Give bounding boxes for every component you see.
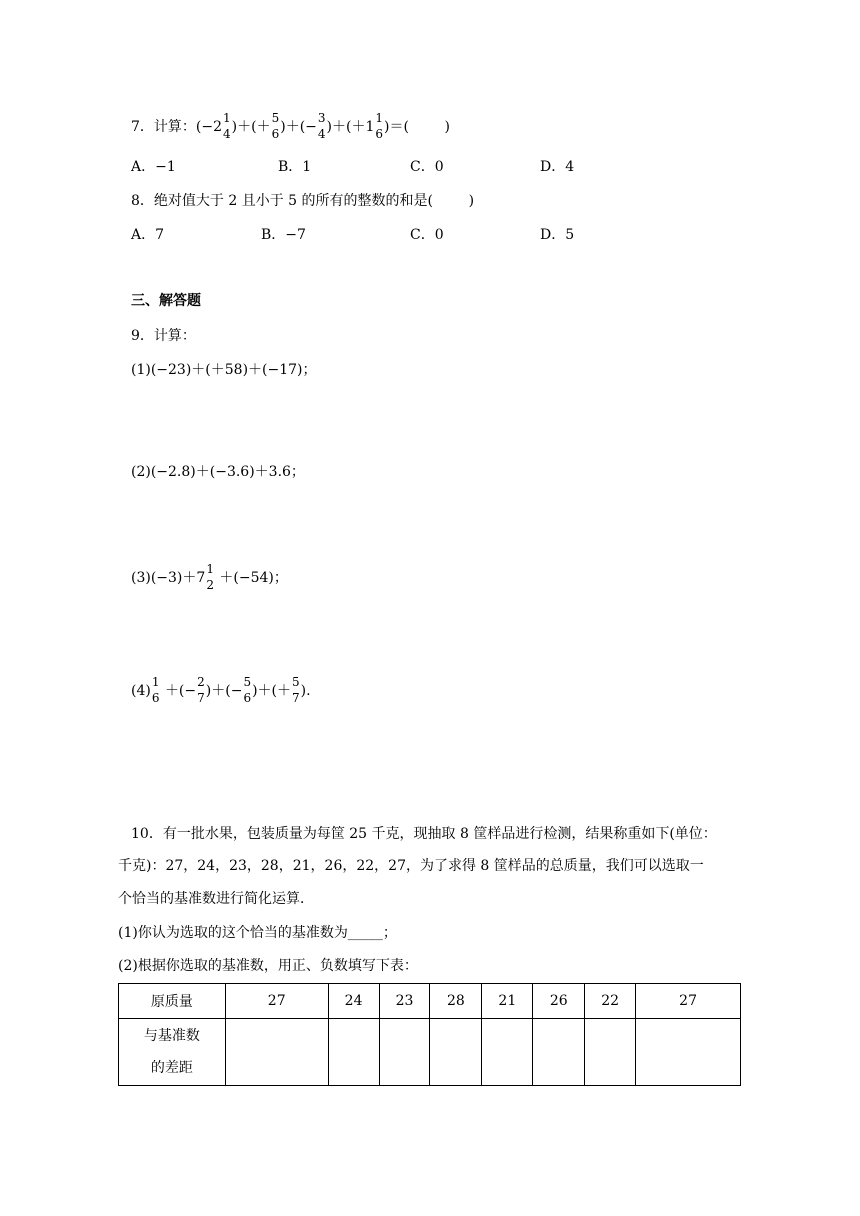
q9-part-3-suffix: ＋(−54)； [219,569,288,586]
q7-mid-3: )＋(＋1 [326,118,375,135]
q7-mid-2: )＋(− [280,118,317,135]
table-empty-cell[interactable] [225,1019,328,1086]
q7-option-d: D．4 [540,159,575,175]
q7-fraction-4: 1 6 [375,111,384,141]
q9-part-4-fraction-2: 2 7 [197,675,205,705]
q7-fraction-3: 3 4 [317,111,326,141]
q9-part-3-prefix: (3)(−3)＋7 [131,569,206,586]
q10-sub-1: (1)你认为选取的这个恰当的基准数为_____； [118,925,397,941]
q8-option-d: D．5 [540,227,575,243]
table-empty-cell[interactable] [430,1019,482,1086]
table-empty-cell[interactable] [636,1019,741,1086]
q9-part-1: (1)(−23)＋(＋58)＋(−17)； [131,362,317,378]
table-empty-cell[interactable] [533,1019,585,1086]
table-header-cell [119,1019,226,1086]
q7-option-a: A．−1 [131,159,176,175]
q9-part-3-fraction: 1 2 [206,562,214,592]
q9-part-3 [131,563,288,593]
q9-title: 9．计算： [131,328,196,344]
q8-option-c: C．0 [410,227,444,243]
q7-option-c: C．0 [410,159,444,175]
q9-part-4-fraction-4: 5 7 [292,675,300,705]
table-empty-cell[interactable] [328,1019,379,1086]
table-header-cell: 原质量 [119,984,226,1019]
q9-part-4-mid-1: ＋(− [164,682,197,699]
table-cell: 23 [379,984,430,1019]
q10-line-3: 个恰当的基准数进行简化运算． [118,891,314,907]
q9-part-4 [131,676,311,706]
q9-part-4-prefix: (4) [131,682,151,699]
table-cell: 22 [585,984,636,1019]
table-empty-cell[interactable] [482,1019,533,1086]
table-row [119,984,741,1019]
table-cell: 28 [430,984,482,1019]
q9-part-4-mid-2: )＋(− [205,682,243,699]
q7-fraction-2: 5 6 [271,111,280,141]
q9-part-2: (2)(−2.8)＋(−3.6)＋3.6； [131,464,305,480]
q7-mid-1: )＋(＋ [231,118,271,135]
q8-option-a: A．7 [131,227,165,243]
table-empty-cell[interactable] [585,1019,636,1086]
q9-part-4-fraction-1: 1 6 [151,675,160,705]
table-cell: 27 [225,984,328,1019]
q7-prefix: 7．计算：(−2 [131,118,223,135]
table-cell: 21 [482,984,533,1019]
q9-part-4-fraction-3: 5 6 [243,675,252,705]
q7-option-b: B．1 [278,159,312,175]
table-cell: 26 [533,984,585,1019]
table-empty-cell[interactable] [379,1019,430,1086]
row2-header-line-2: 的差距 [150,1060,193,1076]
q9-part-4-mid-3: )＋(＋ [252,682,292,699]
q10-line-1: 10．有一批水果，包装质量为每筐 25 千克，现抽取 8 筐样品进行检测，结果称重如下(单位： [131,826,717,842]
weight-table [118,983,741,1086]
section-title: 三、解答题 [131,293,201,309]
q8-option-b: B．−7 [261,227,306,243]
q10-sub-2: (2)根据你选取的基准数，用正、负数填写下表： [118,958,418,974]
q10-line-2: 千克)：27，24，23，28，21，26，22，27，为了求得 8 筐样品的总质量，我们可以选取一 [118,858,704,874]
table-cell: 27 [636,984,741,1019]
q7-fraction-1: 1 4 [223,111,231,141]
q9-part-4-suffix: ). [300,682,311,699]
q7-suffix: )＝( ) [384,118,451,135]
q7-line [131,112,450,142]
table-cell: 24 [328,984,379,1019]
row2-header-line-1: 与基准数 [143,1028,200,1044]
table-row [119,1019,741,1086]
q8-text: 8．绝对值大于 2 且小于 5 的所有的整数的和是( ) [131,193,475,209]
